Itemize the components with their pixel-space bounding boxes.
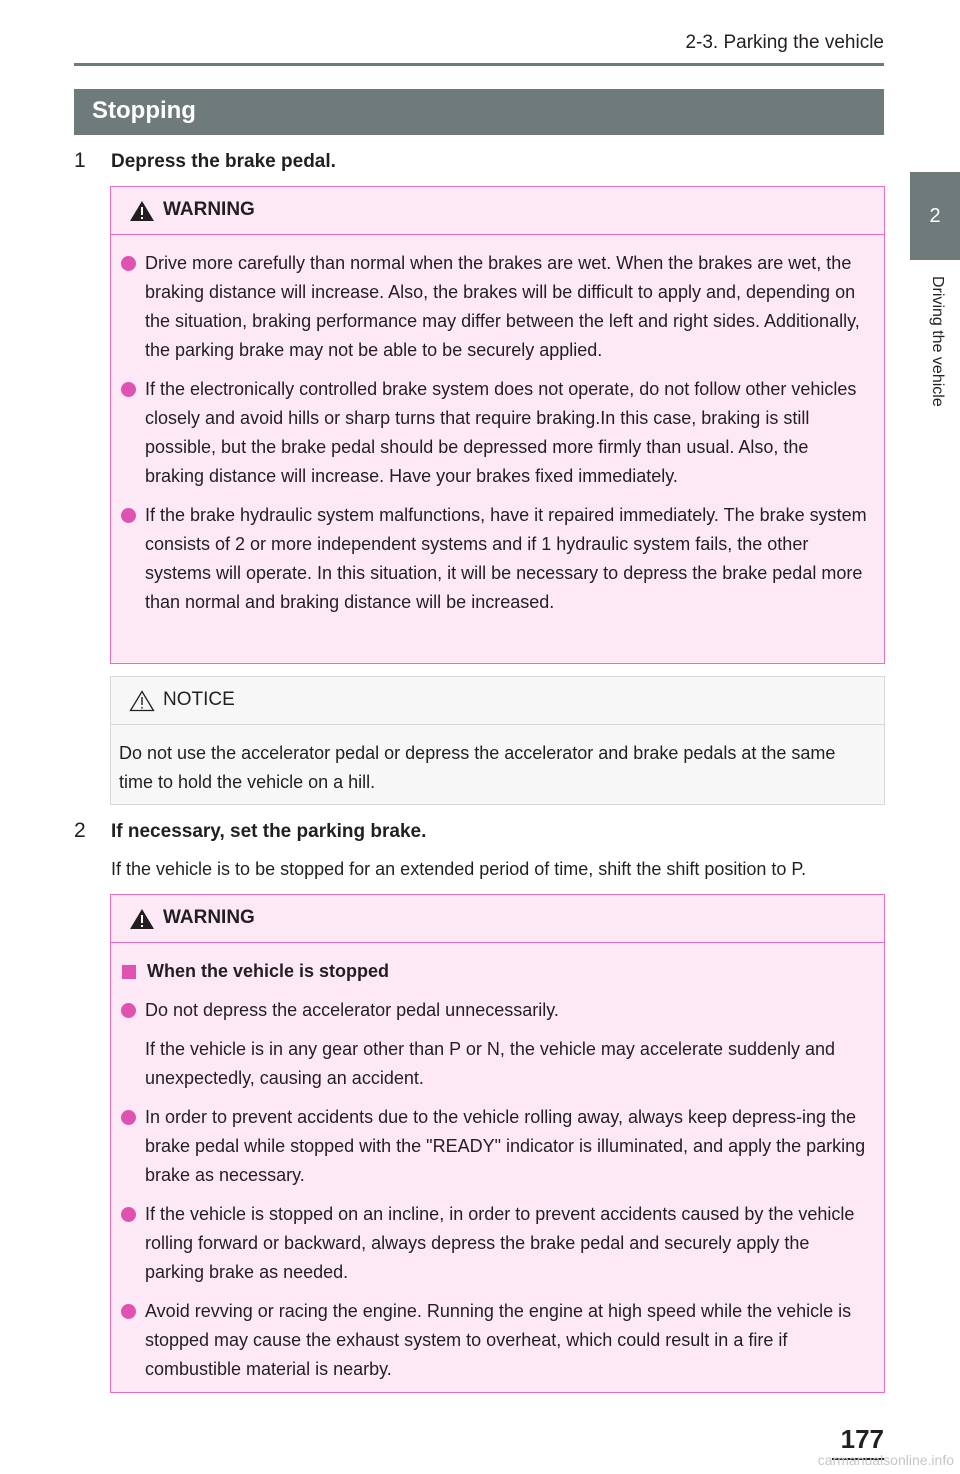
warning-label: WARNING	[163, 907, 255, 928]
step-title: If necessary, set the parking brake.	[111, 821, 427, 842]
square-bullet-icon	[122, 965, 136, 979]
bullet-icon	[121, 382, 136, 397]
step-number: 2	[74, 819, 86, 842]
bullet-icon	[121, 1110, 136, 1125]
step-1	[74, 149, 336, 173]
notice-triangle-icon	[129, 690, 155, 712]
chapter-title: Driving the vehicle	[929, 276, 946, 407]
list-item: If the electronically controlled brake system does not operate, do not follow other vehicles closely and avoid hills or sharp turns that require braking.In this case, braking is still possible, but the brake pedal should be depressed more firmly than usual. Also, the braking distance will increase. Have your brakes fixed immediately.	[119, 375, 872, 491]
bullet-icon	[121, 1207, 136, 1222]
step-2-description: If the vehicle is to be stopped for an extended period of time, shift the shift position to P.	[111, 859, 807, 879]
warning-triangle-icon	[129, 908, 155, 930]
notice-header	[111, 677, 884, 725]
list-item: Do not depress the accelerator pedal unnecessarily. If the vehicle is in any gear other than P or N, the vehicle may accelerate suddenly and unexpectedly, causing an accident.	[119, 996, 872, 1093]
chapter-tab	[910, 172, 960, 260]
warning-header	[111, 187, 884, 235]
step-number: 1	[74, 149, 86, 172]
warning-triangle-icon	[129, 200, 155, 222]
warning-box	[110, 186, 885, 664]
bullet-icon	[121, 1304, 136, 1319]
list-item: Drive more carefully than normal when the brakes are wet. When the brakes are wet, the braking distance will increase. Also, the brakes will be difficult to apply and, depending on the situation, braking performance may differ between the left and right sides. Additionally, the parking brake may not be able to be securely applied.	[119, 249, 872, 365]
warning-label: WARNING	[163, 199, 255, 220]
step-2	[74, 819, 426, 843]
watermark: carmanualsonline.info	[817, 1452, 954, 1468]
notice-label: NOTICE	[163, 689, 235, 710]
bullet-icon	[121, 1003, 136, 1018]
warning-header	[111, 895, 884, 943]
header-section-title: 2-3. Parking the vehicle	[685, 32, 884, 53]
chapter-number: 2	[929, 204, 941, 227]
list-item: In order to prevent accidents due to the vehicle rolling away, always keep depress-ing the brake pedal while stopped with the "READY" indicator is illuminated, and apply the parking brake as necessary.	[119, 1103, 872, 1190]
list-item-detail: If the vehicle is in any gear other than P or N, the vehicle may accelerate suddenly and unexpectedly, causing an accident.	[145, 1039, 836, 1088]
warning-box	[110, 894, 885, 1393]
notice-box	[110, 676, 885, 805]
list-item: Avoid revving or racing the engine. Running the engine at high speed while the vehicle is stopped may cause the exhaust system to overheat, which could result in a fire if combustible material is nearby.	[119, 1297, 872, 1384]
notice-text: Do not use the accelerator pedal or depress the accelerator and brake pedals at the same time to hold the vehicle on a hill.	[119, 743, 836, 792]
page-number: 177	[840, 1424, 884, 1454]
bullet-icon	[121, 256, 136, 271]
bullet-icon	[121, 508, 136, 523]
running-header	[74, 30, 884, 66]
section-title: Stopping	[74, 89, 884, 135]
list-item: If the vehicle is stopped on an incline, in order to prevent accidents caused by the vehicle rolling forward or backward, always depress the brake pedal and securely apply the parking brake as needed.	[119, 1200, 872, 1287]
step-title: Depress the brake pedal.	[111, 151, 336, 172]
list-item: If the brake hydraulic system malfunctions, have it repaired immediately. The brake system consists of 2 or more independent systems and if 1 hydraulic system fails, the other systems will operate. In this situation, it will be necessary to depress the brake pedal more than normal and braking distance will be increased.	[119, 501, 872, 617]
warning-subheading: When the vehicle is stopped	[119, 957, 872, 986]
